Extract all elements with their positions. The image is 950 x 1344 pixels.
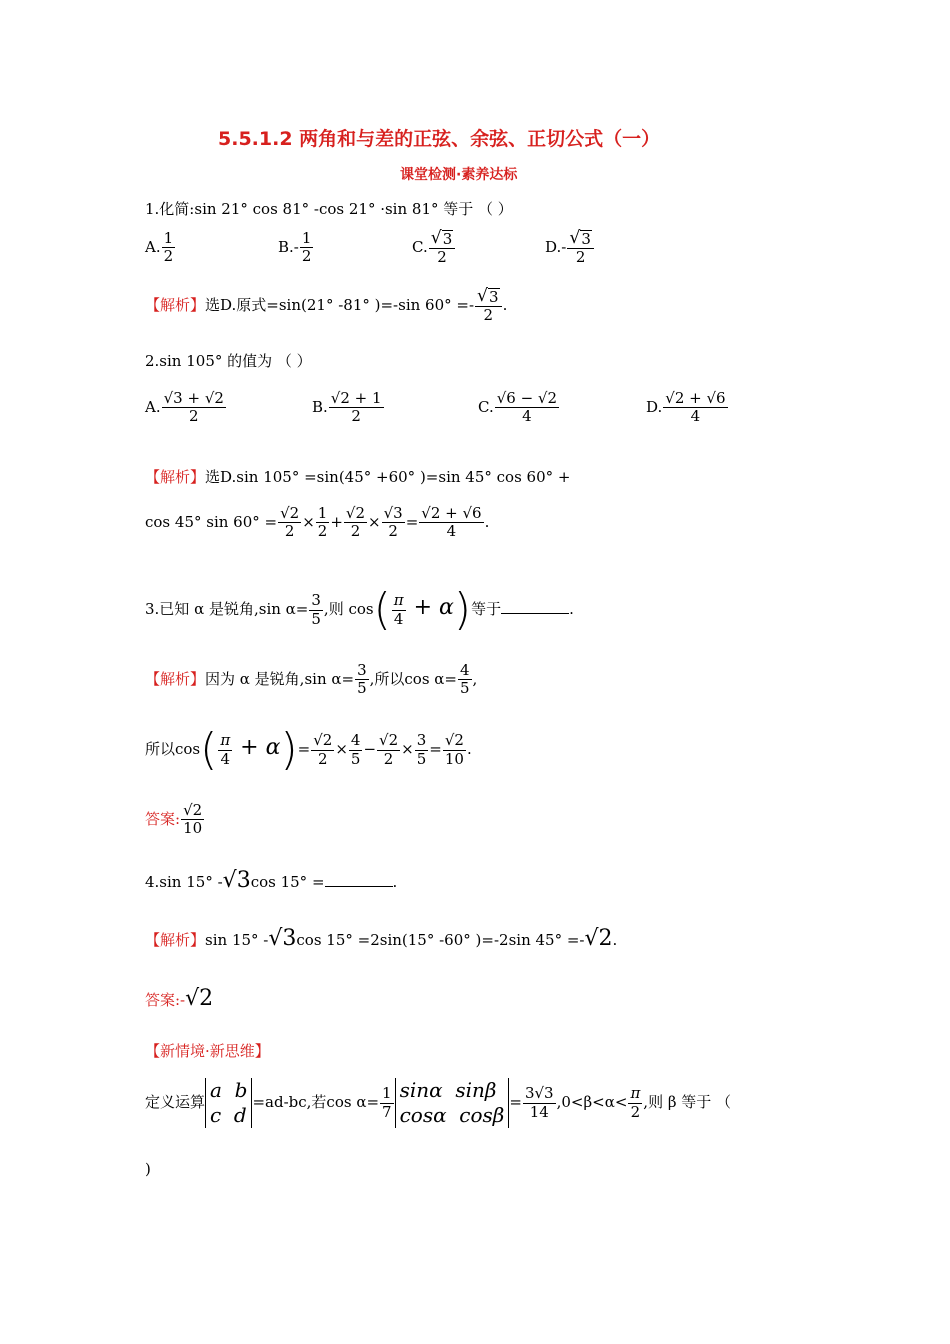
page-title: 5.5.1.2 两角和与差的正弦、余弦、正切公式（一） bbox=[218, 128, 661, 150]
q2-option-b: B. $\frac{√2 + 1}{2}$ bbox=[312, 389, 382, 426]
q3-answer: 答案: $\frac{√2}{10}$ bbox=[145, 801, 203, 838]
q1-option-b: B.- $\frac{1}{2}$ bbox=[278, 229, 312, 266]
q2-stem: 2.sin 105° 的值为 （ ） bbox=[145, 352, 312, 370]
q4-stem: 4.sin 15° -√3cos 15° = . bbox=[145, 868, 398, 893]
q1-option-d: D.- √ 3 2 bbox=[545, 230, 595, 266]
q5-label: 【新情境·新思维】 bbox=[145, 1042, 270, 1060]
q3-analysis-line2: 所以cos( $\frac{\pi}{4}$ + α)= $\frac{√2}{2}$ × $\frac{4}{5}$ − $\frac{√2}{2}$ × $\frac{3}{5}$ = $\frac{√2}{10}$ . bbox=[145, 724, 472, 775]
q1-option-a: A. $\frac{1}{2}$ bbox=[145, 229, 174, 266]
determinant-expression: sinα sinβ cosα cosβ bbox=[395, 1078, 510, 1128]
determinant-definition: a b c d bbox=[205, 1078, 252, 1128]
q4-analysis: 【解析】sin 15° -√3cos 15° =2sin(15° -60° )=-2sin 45° =-√2. bbox=[145, 926, 618, 951]
q1-stem: 1.化简:sin 21° cos 81° -cos 21° ·sin 81° 等于 （ ） bbox=[145, 200, 513, 218]
q2-option-d: D. $\frac{√2 + √6}{4}$ bbox=[646, 389, 726, 426]
q1-option-c: C. √ 3 2 bbox=[412, 230, 456, 266]
q3-analysis-line1: 【解析】因为 α 是锐角,sin α= $\frac{3}{5}$ ,所以cos α= $\frac{4}{5}$ , bbox=[145, 661, 478, 698]
q2-option-a: A. $\frac{√3 + √2}{2}$ bbox=[145, 389, 224, 426]
q3-answer-blank[interactable] bbox=[501, 599, 569, 614]
q1-analysis: 【解析】选D.原式=sin(21° -81° )=-sin 60° =- √ 3 2 . bbox=[145, 286, 508, 324]
q3-stem: 3.已知 α 是锐角,sin α= $\frac{3}{5}$ ,则 cos( $\frac{\pi}{4}$ + α)等于 . bbox=[145, 584, 574, 635]
page-subtitle: 课堂检测·素养达标 bbox=[400, 167, 518, 183]
q2-analysis-line1: 【解析】选D.sin 105° =sin(45° +60° )=sin 45° cos 60° + bbox=[145, 468, 571, 486]
q4-answer: 答案:-√2 bbox=[145, 986, 214, 1011]
q4-answer-blank[interactable] bbox=[325, 872, 393, 887]
q5-stem: 定义运算 a b c d=ad-bc,若cos α= $\frac{1}{7}$ sinα sinβ cosα cosβ= $\frac{3√3}{14}$ ,0<β<α< $\frac{\pi}{2}$ ,则 β 等于 （ bbox=[145, 1078, 732, 1127]
q2-option-c: C. $\frac{√6 - √2}{4}$ bbox=[478, 389, 558, 426]
q5-close-paren: ) bbox=[145, 1160, 151, 1178]
q2-analysis-line2: cos 45° sin 60° = $\frac{√2}{2}$ × $\frac{1}{2}$ + $\frac{√2}{2}$ × $\frac{√3}{2}$ = $\frac{√2 + √6}{4}$ . bbox=[145, 504, 490, 541]
